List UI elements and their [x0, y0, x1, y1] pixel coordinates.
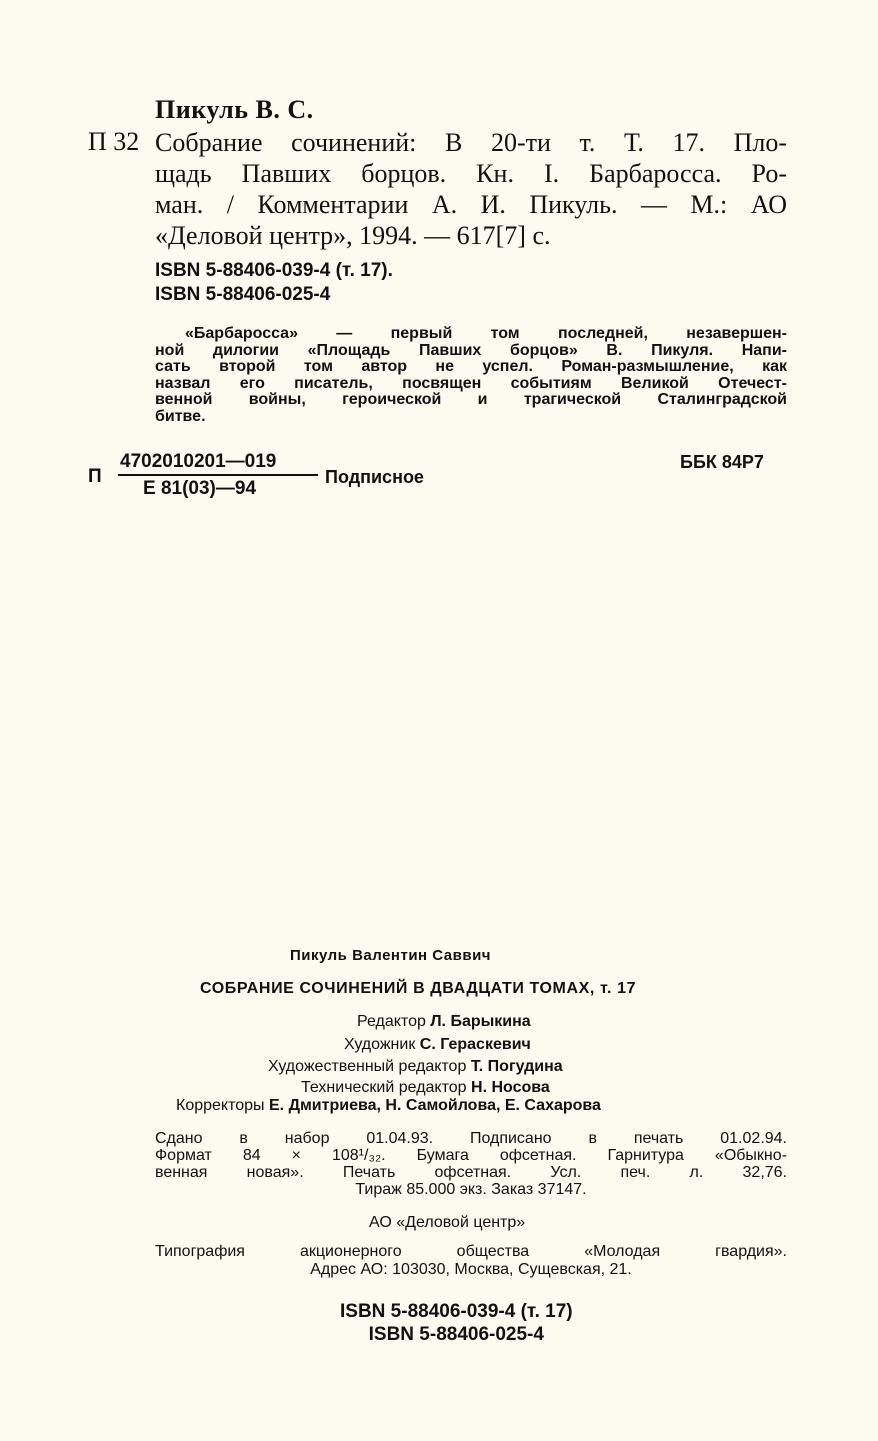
isbn-set: ISBN 5-88406-025-4 [155, 284, 331, 305]
call-number: П 32 [88, 127, 140, 156]
annotation-line: битве. [155, 407, 206, 425]
staff-art-editor [268, 1058, 563, 1076]
index-denominator: Е 81(03)—94 [143, 478, 257, 499]
staff-role: Редактор [357, 1013, 426, 1030]
staff-proofreaders [176, 1097, 601, 1115]
staff-role: Художник [344, 1036, 416, 1053]
publisher: АО «Деловой центр» [369, 1214, 526, 1231]
spec-line: Формат 84 × 108¹/₃₂. Бумага офсетная. Гарнитура «Обыкно- [155, 1147, 787, 1164]
index-numerator: 4702010201—019 [120, 451, 277, 472]
isbn-block-bottom [340, 1300, 573, 1346]
bibliographic-description [155, 127, 787, 251]
printer-info [155, 1243, 787, 1279]
author-heading: Пикуль В. С. [155, 95, 314, 124]
staff-name: Л. Барыкина [430, 1013, 531, 1030]
staff-name: Н. Носова [471, 1079, 550, 1096]
staff-tech-editor [301, 1079, 550, 1097]
colophon-author: Пикуль Валентин Саввич [290, 947, 492, 964]
spec-line: Тираж 85.000 экз. Заказ 37147. [355, 1181, 587, 1198]
staff-role: Корректоры [176, 1097, 265, 1114]
annotation-line: венной войны, героической и трагической Сталинградской [155, 391, 787, 408]
staff-name: Т. Погудина [470, 1058, 563, 1075]
annotation-line: «Барбаросса» — первый том последней, незавершен- [185, 325, 787, 342]
staff-artist [344, 1036, 531, 1054]
description-line: ман. / Комментарии А. И. Пикуль. — М.: АО [155, 190, 787, 219]
fraction-divider [118, 474, 318, 476]
subscription-label: Подписное [325, 467, 424, 487]
index-letter: П [88, 466, 102, 487]
colophon-title: СОБРАНИЕ СОЧИНЕНИЙ В ДВАДЦАТИ ТОМАХ, т. 17 [200, 980, 637, 997]
description-line: Собрание сочинений: В 20-ти т. Т. 17. Пло- [155, 128, 787, 157]
annotation-line: назвал его писатель, посвящен событиям Великой Отечест- [155, 374, 787, 392]
printer-line: Типография акционерного общества «Молодая гвардия». [155, 1243, 787, 1260]
staff-name: Е. Дмитриева, Н. Самойлова, Е. Сахарова [269, 1097, 601, 1114]
isbn-set: ISBN 5-88406-025-4 [368, 1324, 544, 1345]
staff-role: Технический редактор [301, 1079, 467, 1096]
annotation [155, 326, 787, 425]
isbn-volume: ISBN 5-88406-039-4 (т. 17). [155, 260, 393, 281]
staff-name: С. Гераскевич [419, 1036, 531, 1053]
isbn-block-top [155, 259, 393, 307]
print-specs [155, 1130, 787, 1198]
annotation-line: ной дилогии «Площадь Павших борцов» В. Пикуля. Напи- [155, 341, 787, 359]
staff-role: Художественный редактор [268, 1058, 467, 1075]
printer-line: Адрес АО: 103030, Москва, Сущевская, 21. [310, 1261, 632, 1278]
spec-line: Сдано в набор 01.04.93. Подписано в печать 01.02.94. [155, 1130, 787, 1147]
staff-editor [357, 1013, 531, 1031]
bbk-code: ББК 84Р7 [680, 452, 764, 472]
isbn-volume: ISBN 5-88406-039-4 (т. 17) [340, 1301, 573, 1322]
spec-line: венная новая». Печать офсетная. Усл. печ. л. 32,76. [155, 1164, 787, 1181]
description-line: «Деловой центр», 1994. — 617[7] с. [155, 221, 551, 250]
annotation-line: сать второй том автор не успел. Роман-размышление, как [155, 358, 787, 375]
description-line: щадь Павших борцов. Кн. I. Барбаросса. Ро- [155, 159, 787, 188]
